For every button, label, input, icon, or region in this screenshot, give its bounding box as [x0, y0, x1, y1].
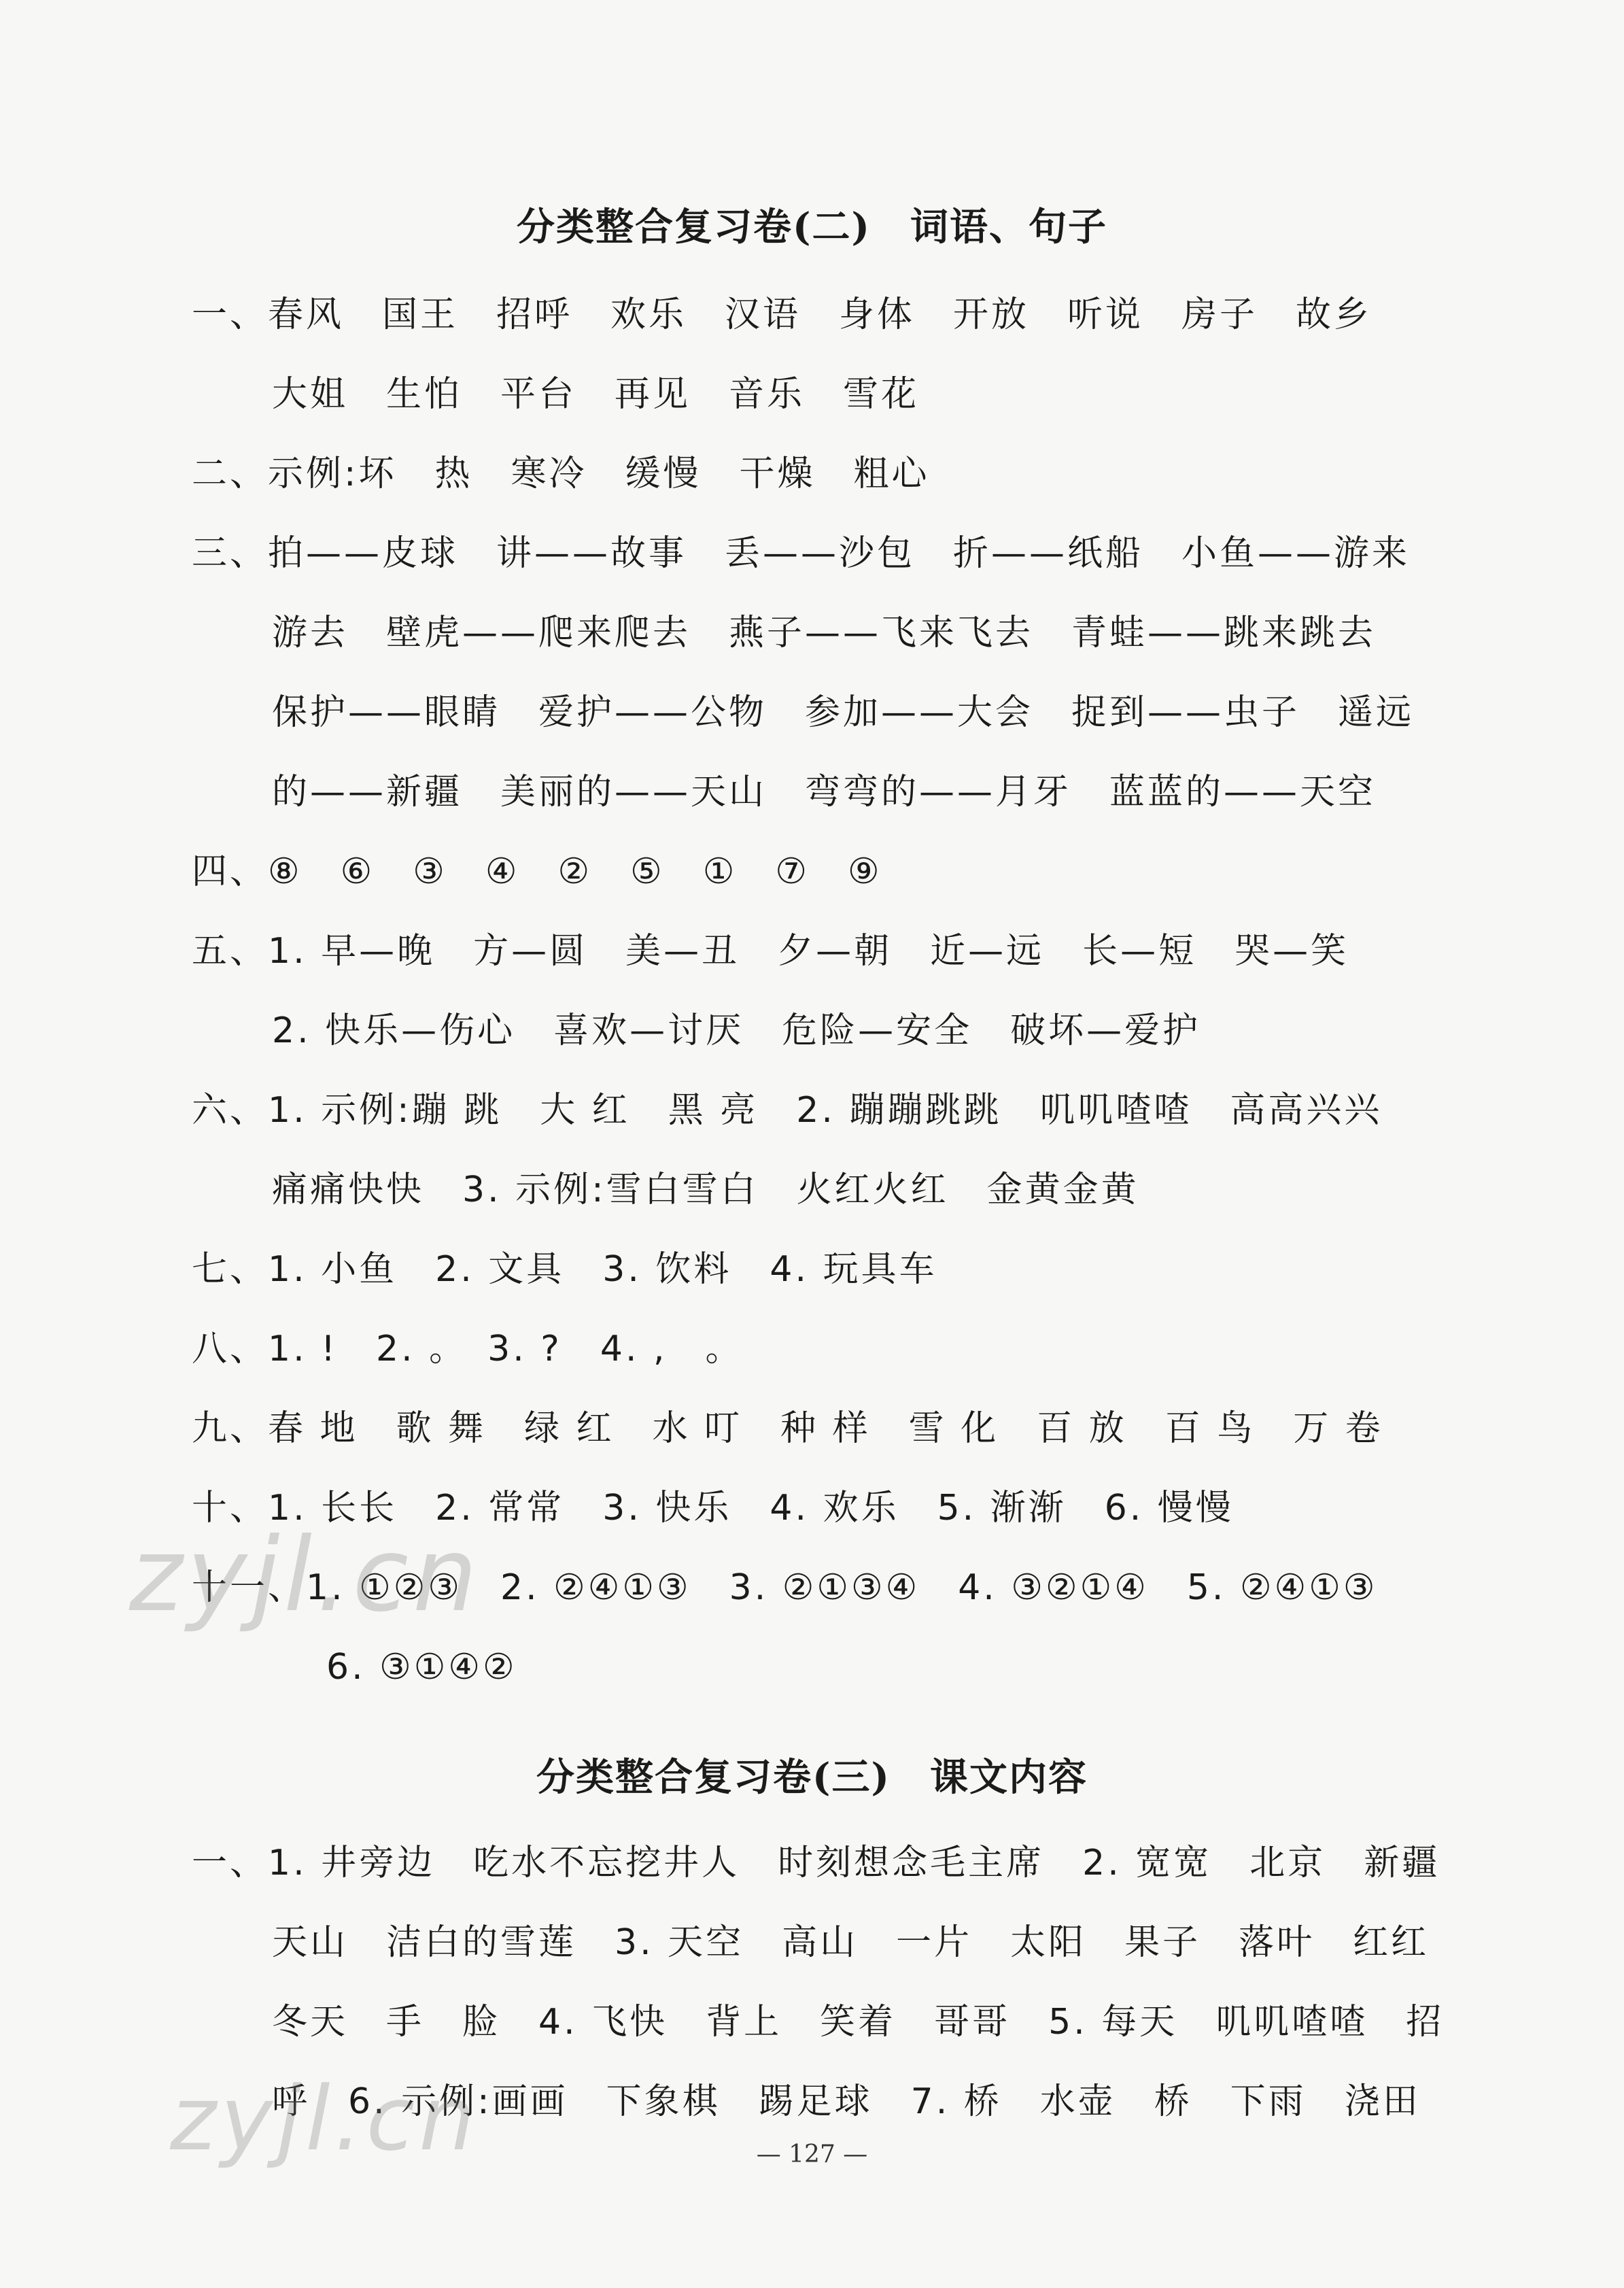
- answer-line: 八、1. ! 2. 。 3. ? 4. , 。: [192, 1329, 744, 1369]
- answer-line: 九、春 地 歌 舞 绿 红 水 叮 种 样 雪 化 百 放 百 鸟 万 卷: [192, 1408, 1383, 1449]
- answer-line: 一、春风 国王 招呼 欢乐 汉语 身体 开放 听说 房子 故乡: [192, 294, 1372, 335]
- answer-line: 一、1. 井旁边 吃水不忘挖井人 时刻想念毛主席 2. 宽宽 北京 新疆: [192, 1843, 1440, 1883]
- answer-line: 的——新疆 美丽的——天山 弯弯的——月牙 蓝蓝的——天空: [272, 772, 1377, 813]
- answer-line: 四、⑧ ⑥ ③ ④ ② ⑤ ① ⑦ ⑨: [192, 851, 882, 892]
- answer-line: 游去 壁虎——爬来爬去 燕子——飞来飞去 青蛙——跳来跳去: [272, 613, 1377, 653]
- answer-line: 五、1. 早—晚 方—圆 美—丑 夕—朝 近—远 长—短 哭—笑: [192, 931, 1349, 972]
- answer-line: 6. ③①④②: [326, 1647, 517, 1688]
- answer-line: 三、拍——皮球 讲——故事 丢——沙包 折——纸船 小鱼——游来: [192, 533, 1411, 574]
- watermark-logo: zyjl.cn: [170, 2067, 479, 2170]
- section-title-2: 分类整合复习卷(二) 词语、句子: [517, 205, 1107, 250]
- section-title-3: 分类整合复习卷(三) 课文内容: [536, 1755, 1088, 1800]
- answer-line: 呼 6. 示例:画画 下象棋 踢足球 7. 桥 水壶 桥 下雨 浇田: [272, 2081, 1421, 2122]
- answer-line: 2. 快乐—伤心 喜欢—讨厌 危险—安全 破坏—爱护: [272, 1010, 1201, 1051]
- page-number: — 127 —: [756, 2140, 868, 2168]
- answer-line: 七、1. 小鱼 2. 文具 3. 饮料 4. 玩具车: [192, 1249, 937, 1290]
- answer-line: 十、1. 长长 2. 常常 3. 快乐 4. 欢乐 5. 渐渐 6. 慢慢: [192, 1488, 1234, 1529]
- watermark-logo: zyjl.cn: [129, 1516, 482, 1635]
- answer-line: 大姐 生怕 平台 再见 音乐 雪花: [272, 374, 920, 415]
- answer-line: 二、示例:坏 热 寒冷 缓慢 干燥 粗心: [192, 454, 930, 494]
- answer-line: 冬天 手 脸 4. 飞快 背上 笑着 哥哥 5. 每天 叽叽喳喳 招: [272, 2002, 1445, 2043]
- answer-line: 保护——眼睛 爱护——公物 参加——大会 捉到——虫子 遥远: [272, 692, 1415, 733]
- answer-line: 痛痛快快 3. 示例:雪白雪白 火红火红 金黄金黄: [272, 1169, 1139, 1210]
- answer-line: 十一、1. ①②③ 2. ②④①③ 3. ②①③④ 4. ③②①④ 5. ②④①③: [192, 1567, 1378, 1608]
- answer-line: 天山 洁白的雪莲 3. 天空 高山 一片 太阳 果子 落叶 红红: [272, 1922, 1430, 1963]
- answer-line: 六、1. 示例:蹦 跳 大 红 黑 亮 2. 蹦蹦跳跳 叽叽喳喳 高高兴兴: [192, 1090, 1383, 1131]
